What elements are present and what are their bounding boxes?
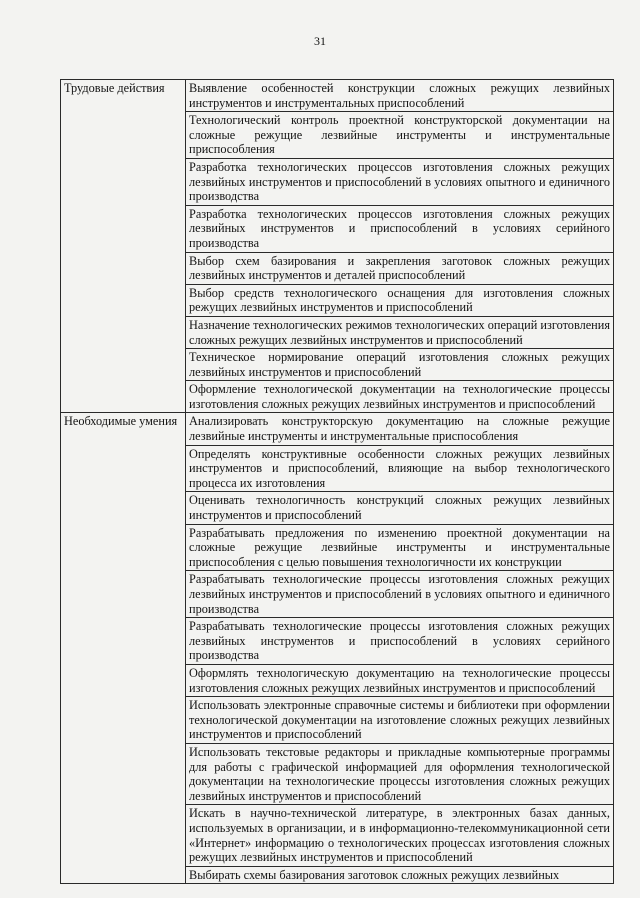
table-cell: Определять конструктивные особенности сложных режущих лезвийных инструментов и приспособлений, влияющие на выбор технологического процесса их изготовления xyxy=(186,445,614,492)
table-cell: Выбирать схемы базирования заготовок сложных режущих лезвийных xyxy=(186,866,614,884)
table-row xyxy=(61,413,614,445)
table-cell: Оформлять технологическую документацию на технологические процессы изготовления сложных режущих лезвийных инструментов и приспособлений xyxy=(186,664,614,696)
table-cell: Техническое нормирование операций изготовления сложных режущих лезвийных инструментов и приспособлений xyxy=(186,349,614,381)
table-cell: Технологический контроль проектной конструкторской документации на сложные режущие лезвийные инструменты и инструментальные приспособления xyxy=(186,112,614,159)
section-label-required-skills: Необходимые умения xyxy=(61,413,186,884)
table-cell: Оценивать технологичность конструкций сложных режущих лезвийных инструментов и приспособлений xyxy=(186,492,614,524)
table-cell: Выбор средств технологического оснащения для изготовления сложных режущих лезвийных инструментов и приспособлений xyxy=(186,284,614,316)
table-cell: Назначение технологических режимов технологических операций изготовления сложных режущих лезвийных инструментов и приспособлений xyxy=(186,316,614,348)
table-cell: Оформление технологической документации на технологические процессы изготовления сложных режущих лезвийных инструментов и приспособлений xyxy=(186,381,614,413)
table-cell: Разработка технологических процессов изготовления сложных режущих лезвийных инструментов и приспособлений в условиях опытного и единичного производства xyxy=(186,158,614,205)
table-cell: Искать в научно-технической литературе, в электронных базах данных, используемых в организации, и в информационно-телекоммуникационной сети «Интернет» информацию о технологических процессах изготовления сложных режущих лезвийных инструментов и приспособлений xyxy=(186,805,614,866)
competency-table xyxy=(60,79,614,884)
table-cell: Использовать электронные справочные системы и библиотеки при оформлении технологической документации на изготовление сложных режущих лезвийных инструментов и приспособлений xyxy=(186,697,614,744)
table-cell: Разработка технологических процессов изготовления сложных режущих лезвийных инструментов и приспособлений в условиях серийного производства xyxy=(186,205,614,252)
table-cell: Выявление особенностей конструкции сложных режущих лезвийных инструментов и инструментальных приспособлений xyxy=(186,80,614,112)
table-cell: Разрабатывать технологические процессы изготовления сложных режущих лезвийных инструментов и приспособлений в условиях опытного и единичного производства xyxy=(186,571,614,618)
table-cell: Анализировать конструкторскую документацию на сложные режущие лезвийные инструменты и инструментальные приспособления xyxy=(186,413,614,445)
table-cell: Разрабатывать технологические процессы изготовления сложных режущих лезвийных инструментов и приспособлений в условиях серийного производства xyxy=(186,618,614,665)
table-cell: Использовать текстовые редакторы и прикладные компьютерные программы для работы с графической информацией для оформления технологической документации на технологические процессы изготовления сложных режущих лезвийных инструментов и приспособлений xyxy=(186,743,614,804)
table-cell: Разрабатывать предложения по изменению проектной документации на сложные режущие лезвийные инструменты и инструментальные приспособления с целью повышения технологичности их конструкции xyxy=(186,524,614,571)
table-cell: Выбор схем базирования и закрепления заготовок сложных режущих лезвийных инструментов и деталей приспособлений xyxy=(186,252,614,284)
page-number: 31 xyxy=(314,34,326,48)
table-row xyxy=(61,80,614,112)
section-label-labor-actions: Трудовые действия xyxy=(61,80,186,413)
